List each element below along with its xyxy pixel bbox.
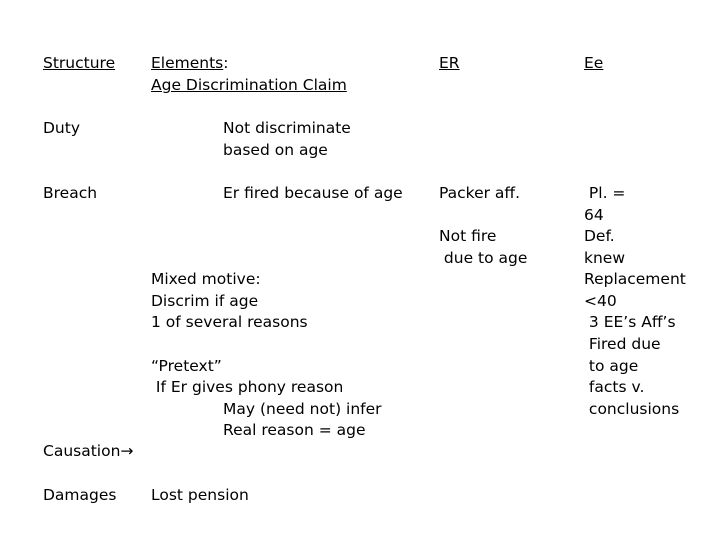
breach-er-line-3: Not fire (439, 227, 497, 245)
pretext-line-3: May (need not) infer (223, 400, 382, 418)
elements-header (151, 53, 228, 75)
ee-line-1: Pl. = (584, 184, 626, 202)
ee-line-5: Replacement (584, 270, 686, 288)
ee-line-11: conclusions (584, 400, 680, 418)
elements-header-word: Elements (151, 54, 224, 72)
breach-er-line-1: Packer aff. (439, 184, 521, 202)
mixed-motive-line-1: Mixed motive: (151, 270, 261, 288)
arrow-right-icon: → (120, 442, 134, 460)
ee-line-7: 3 EE’s Aff’s (584, 313, 676, 331)
ee-line-3: Def. (584, 227, 615, 245)
duty-label: Duty (43, 119, 81, 137)
breach-er-line-4: due to age (439, 249, 528, 267)
duty-element-line-1: Not discriminate (223, 119, 351, 137)
causation-label-text: Causation (43, 442, 121, 460)
er-header: ER (439, 54, 460, 72)
pretext-line-2: If Er gives phony reason (151, 378, 344, 396)
ee-header: Ee (584, 54, 604, 72)
duty-element-line-2: based on age (223, 141, 328, 159)
mixed-motive-line-2: Discrim if age (151, 292, 259, 310)
breach-element: Er fired because of age (223, 184, 403, 202)
ee-line-10: facts v. (584, 378, 645, 396)
elements-subheader: Age Discrimination Claim (151, 76, 347, 94)
ee-line-6: <40 (584, 292, 617, 310)
ee-line-8: Fired due (584, 335, 661, 353)
structure-header: Structure (43, 54, 116, 72)
pretext-line-4: Real reason = age (223, 421, 366, 439)
ee-line-4: knew (584, 249, 626, 267)
ee-line-2: 64 (584, 206, 604, 224)
damages-element: Lost pension (151, 486, 249, 504)
damages-label: Damages (43, 486, 117, 504)
elements-header-colon: : (223, 54, 229, 72)
causation-label (43, 441, 133, 463)
mixed-motive-line-3: 1 of several reasons (151, 313, 308, 331)
pretext-line-1: “Pretext” (151, 357, 222, 375)
breach-label: Breach (43, 184, 98, 202)
ee-line-9: to age (584, 357, 639, 375)
